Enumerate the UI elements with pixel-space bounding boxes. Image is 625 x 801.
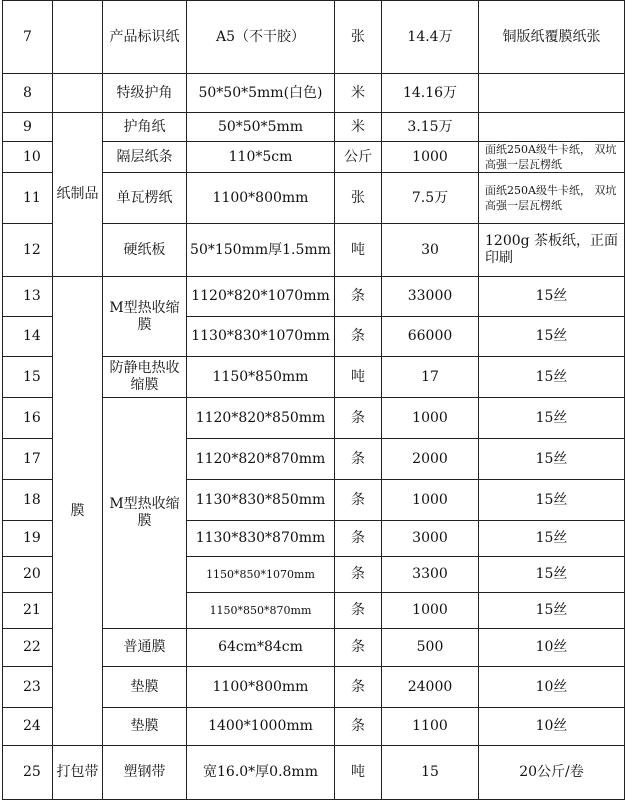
item-unit: 条: [335, 667, 382, 708]
item-note: 15丝: [479, 357, 625, 398]
item-qty: 1000: [382, 142, 479, 173]
item-name: 特级护角: [103, 74, 187, 113]
item-qty: 24000: [382, 667, 479, 708]
row-number: 24: [3, 708, 53, 746]
category-film: 膜: [53, 277, 103, 746]
item-spec: 1150*850*870mm: [187, 593, 335, 629]
item-spec: A5（不干胶）: [187, 1, 335, 74]
item-spec: 110*5cm: [187, 142, 335, 173]
row-number: 12: [3, 224, 53, 277]
item-spec: 1150*850*1070mm: [187, 557, 335, 593]
item-note: 15丝: [479, 521, 625, 557]
item-name: M型热收缩膜: [103, 398, 187, 629]
item-qty: 1000: [382, 398, 479, 439]
item-name: 护角纸: [103, 113, 187, 142]
row-number: 14: [3, 317, 53, 357]
item-qty: 3000: [382, 521, 479, 557]
item-name: 塑钢带: [103, 746, 187, 800]
item-spec: 1400*1000mm: [187, 708, 335, 746]
item-qty: 3.15万: [382, 113, 479, 142]
item-spec: 1100*800mm: [187, 173, 335, 224]
item-qty: 66000: [382, 317, 479, 357]
item-unit: 条: [335, 480, 382, 521]
item-unit: 米: [335, 74, 382, 113]
item-qty: 15: [382, 746, 479, 800]
item-qty: 3300: [382, 557, 479, 593]
item-spec: 1100*800mm: [187, 667, 335, 708]
item-qty: 2000: [382, 439, 479, 480]
row-number: 19: [3, 521, 53, 557]
item-qty: 1100: [382, 708, 479, 746]
item-name: 单瓦楞纸: [103, 173, 187, 224]
item-note: 铜版纸覆膜纸张: [479, 1, 625, 74]
row-number: 17: [3, 439, 53, 480]
row-number: 13: [3, 277, 53, 317]
item-spec: 64cm*84cm: [187, 629, 335, 667]
item-note: 面纸250A级牛卡纸， 双坑高强一层瓦楞纸: [479, 142, 625, 173]
item-unit: 条: [335, 439, 382, 480]
item-name: 普通膜: [103, 629, 187, 667]
item-note: 10丝: [479, 629, 625, 667]
item-unit: 吨: [335, 224, 382, 277]
item-note: [479, 113, 625, 142]
item-note: 15丝: [479, 398, 625, 439]
item-note: 15丝: [479, 480, 625, 521]
item-spec: 1130*830*850mm: [187, 480, 335, 521]
item-note: 15丝: [479, 593, 625, 629]
item-qty: 14.16万: [382, 74, 479, 113]
item-qty: 1000: [382, 480, 479, 521]
table-row: [3, 746, 625, 800]
item-unit: 吨: [335, 357, 382, 398]
row-number: 7: [3, 1, 53, 74]
item-name: 防静电热收缩膜: [103, 357, 187, 398]
item-spec: 1130*830*1070mm: [187, 317, 335, 357]
item-spec: 1120*820*1070mm: [187, 277, 335, 317]
item-note: 20公斤/卷: [479, 746, 625, 800]
row-number: 20: [3, 557, 53, 593]
category-strap: 打包带: [53, 746, 103, 800]
item-note: 1200g 茶板纸，正面印刷: [479, 224, 625, 277]
item-note: 面纸250A级牛卡纸， 双坑高强一层瓦楞纸: [479, 173, 625, 224]
row-number: 8: [3, 74, 53, 113]
row-number: 9: [3, 113, 53, 142]
row-number: 11: [3, 173, 53, 224]
materials-table: [2, 0, 625, 800]
row-number: 22: [3, 629, 53, 667]
item-note: 15丝: [479, 439, 625, 480]
category-paper-products: 纸制品: [53, 113, 103, 277]
item-unit: 条: [335, 593, 382, 629]
category-cell-empty: [53, 74, 103, 113]
item-unit: 张: [335, 1, 382, 74]
item-unit: 条: [335, 317, 382, 357]
item-unit: 条: [335, 557, 382, 593]
item-spec: 50*50*5mm(白色): [187, 74, 335, 113]
row-number: 23: [3, 667, 53, 708]
item-name: 硬纸板: [103, 224, 187, 277]
item-name: 垫膜: [103, 708, 187, 746]
item-qty: 500: [382, 629, 479, 667]
table-row: [3, 1, 625, 74]
item-unit: 条: [335, 398, 382, 439]
item-qty: 33000: [382, 277, 479, 317]
row-number: 10: [3, 142, 53, 173]
item-unit: 米: [335, 113, 382, 142]
item-unit: 吨: [335, 746, 382, 800]
table-row: [3, 113, 625, 142]
item-spec: 1120*820*870mm: [187, 439, 335, 480]
item-note: 15丝: [479, 277, 625, 317]
item-name: 垫膜: [103, 667, 187, 708]
item-spec: 宽16.0*厚0.8mm: [187, 746, 335, 800]
category-cell-empty: [53, 1, 103, 74]
item-note: 15丝: [479, 557, 625, 593]
item-note: 10丝: [479, 667, 625, 708]
row-number: 15: [3, 357, 53, 398]
item-name: 产品标识纸: [103, 1, 187, 74]
item-unit: 条: [335, 708, 382, 746]
item-name: M型热收缩膜: [103, 277, 187, 357]
item-qty: 7.5万: [382, 173, 479, 224]
item-unit: 条: [335, 629, 382, 667]
item-spec: 50*150mm厚1.5mm: [187, 224, 335, 277]
table-row: [3, 277, 625, 317]
item-spec: 1130*830*870mm: [187, 521, 335, 557]
item-qty: 30: [382, 224, 479, 277]
item-qty: 17: [382, 357, 479, 398]
row-number: 25: [3, 746, 53, 800]
row-number: 18: [3, 480, 53, 521]
item-spec: 1150*850mm: [187, 357, 335, 398]
table-row: [3, 74, 625, 113]
row-number: 16: [3, 398, 53, 439]
item-unit: 条: [335, 521, 382, 557]
item-spec: 1120*820*850mm: [187, 398, 335, 439]
item-qty: 1000: [382, 593, 479, 629]
item-unit: 条: [335, 277, 382, 317]
item-unit: 公斤: [335, 142, 382, 173]
item-qty: 14.4万: [382, 1, 479, 74]
item-unit: 张: [335, 173, 382, 224]
item-note: 15丝: [479, 317, 625, 357]
item-note: 10丝: [479, 708, 625, 746]
item-note: [479, 74, 625, 113]
row-number: 21: [3, 593, 53, 629]
item-spec: 50*50*5mm: [187, 113, 335, 142]
item-name: 隔层纸条: [103, 142, 187, 173]
